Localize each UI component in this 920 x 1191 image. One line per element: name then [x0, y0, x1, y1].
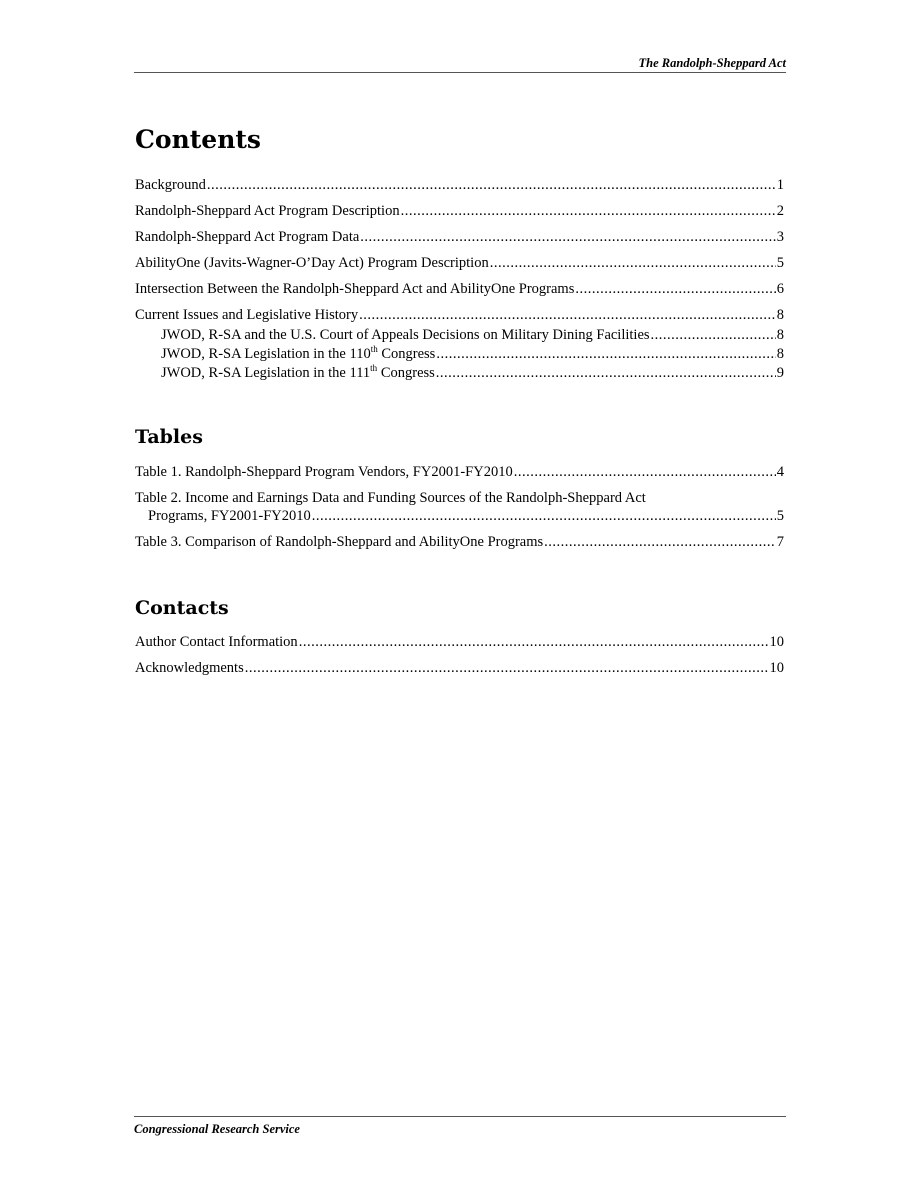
table-entry-title-line1: Table 2. Income and Earnings Data and Funding Sources of the Randolph-Sheppard Act [135, 490, 646, 506]
dot-leader [401, 202, 776, 220]
dot-leader [544, 533, 776, 551]
table-entry[interactable] [135, 489, 784, 525]
toc-entry-title: Intersection Between the Randolph-Sheppard Act and AbilityOne Programs [135, 281, 575, 297]
dot-leader [360, 228, 775, 246]
tables-list [135, 463, 784, 559]
toc-entry-page: 2 [776, 203, 784, 219]
table-entry-title: Table 3. Comparison of Randolph-Sheppard and AbilityOne Programs [135, 534, 544, 550]
table-entry-page: 7 [776, 534, 784, 550]
running-footer [134, 1116, 786, 1136]
contact-entry-title: Acknowledgments [135, 660, 244, 676]
dot-leader [575, 280, 775, 298]
contents-heading: Contents [135, 125, 262, 154]
dot-leader [436, 345, 775, 363]
running-header-title: The Randolph-Sheppard Act [638, 56, 786, 70]
contact-entry-page: 10 [769, 634, 784, 650]
dot-leader [436, 364, 776, 382]
toc-entry[interactable] [135, 280, 784, 298]
dot-leader [514, 463, 776, 481]
toc-entry-page: 1 [776, 177, 784, 193]
title-text: Congress [377, 365, 435, 381]
contact-entry-page: 10 [769, 660, 784, 676]
table-entry-title-line2: Programs, FY2001-FY2010 [148, 508, 311, 524]
contacts-list [135, 633, 784, 685]
table-entry-title: Table 1. Randolph-Sheppard Program Vendors, FY2001-FY2010 [135, 464, 513, 480]
toc-subentry[interactable] [135, 326, 784, 344]
ordinal-suffix: th [370, 363, 378, 373]
title-text: JWOD, R-SA Legislation in the 110 [161, 346, 371, 362]
toc-entry-page: 6 [776, 281, 784, 297]
toc-entry-page: 8 [776, 307, 784, 323]
toc-entry-page: 5 [776, 255, 784, 271]
dot-leader [245, 659, 769, 677]
running-footer-publisher: Congressional Research Service [134, 1122, 300, 1136]
tables-heading: Tables [135, 426, 203, 448]
table-entry-page: 5 [776, 508, 784, 524]
contact-entry[interactable] [135, 659, 784, 677]
dot-leader [651, 326, 776, 344]
toc-subentry-title [161, 364, 435, 382]
table-entry[interactable] [135, 463, 784, 481]
ordinal-suffix: th [370, 344, 378, 354]
title-text: Congress [377, 346, 436, 362]
toc-subentry-title: JWOD, R-SA and the U.S. Court of Appeals Decisions on Military Dining Facilities [161, 327, 650, 343]
toc-subentry-title [161, 345, 435, 363]
toc-subentry[interactable] [135, 345, 784, 363]
contents-list [135, 176, 784, 382]
table-entry-continuation [135, 507, 784, 525]
toc-entry[interactable] [135, 306, 784, 324]
dot-leader [299, 633, 769, 651]
toc-entry[interactable] [135, 176, 784, 194]
dot-leader [207, 176, 776, 194]
toc-entry-title: Randolph-Sheppard Act Program Data [135, 229, 360, 245]
table-entry-page: 4 [776, 464, 784, 480]
toc-entry-title: Background [135, 177, 206, 193]
toc-subentry-page: 9 [776, 365, 784, 381]
running-header [134, 56, 786, 73]
toc-subentry[interactable] [135, 364, 784, 382]
dot-leader [359, 306, 776, 324]
toc-entry-title: Randolph-Sheppard Act Program Description [135, 203, 400, 219]
toc-entry-title: AbilityOne (Javits-Wagner-O’Day Act) Program Description [135, 255, 489, 271]
toc-subentry-page: 8 [776, 346, 784, 362]
dot-leader [312, 507, 776, 525]
toc-subentry-page: 8 [776, 327, 784, 343]
contacts-heading: Contacts [135, 597, 229, 619]
toc-entry-page: 3 [776, 229, 784, 245]
contact-entry-title: Author Contact Information [135, 634, 298, 650]
toc-entry[interactable] [135, 228, 784, 246]
title-text: JWOD, R-SA Legislation in the 111 [161, 365, 371, 381]
toc-entry[interactable] [135, 254, 784, 272]
toc-entry-title: Current Issues and Legislative History [135, 307, 359, 323]
table-entry[interactable] [135, 533, 784, 551]
dot-leader [490, 254, 776, 272]
contact-entry[interactable] [135, 633, 784, 651]
toc-entry[interactable] [135, 202, 784, 220]
